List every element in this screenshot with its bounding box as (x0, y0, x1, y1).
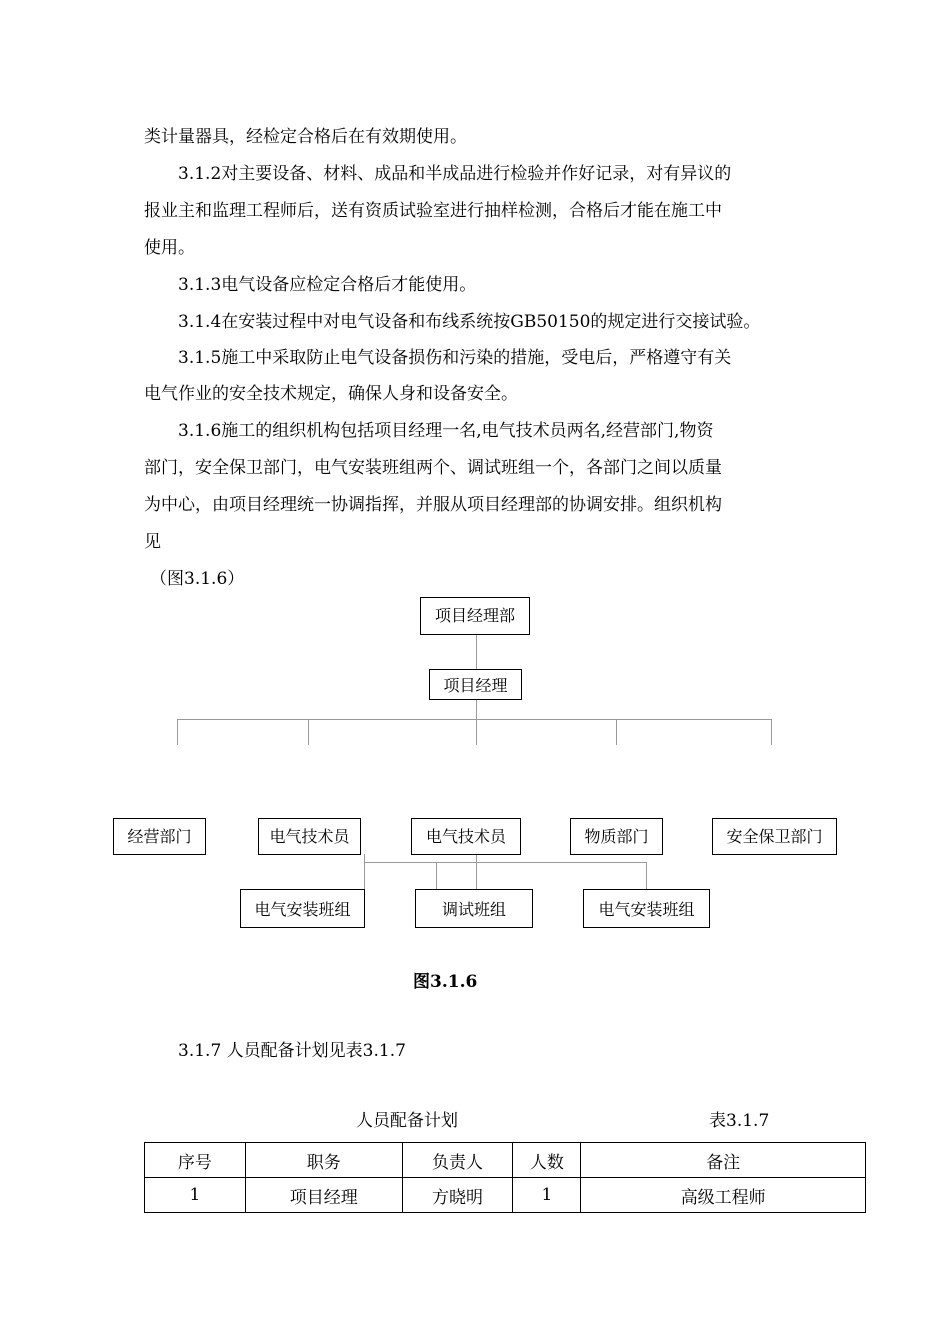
connector-line (364, 854, 365, 890)
table-cell: 方晓明 (402, 1178, 513, 1213)
text-line: 3.1.3电气设备应检定合格后才能使用。 (178, 275, 477, 295)
figure-caption: 图3.1.6 (413, 972, 478, 992)
figure-reference: （图3.1.6） (150, 569, 245, 589)
connector-line (646, 862, 647, 890)
connector-line (476, 854, 477, 890)
staffing-table (144, 1142, 866, 1213)
table-cell: 1 (513, 1178, 581, 1213)
table-header-cell: 序号 (145, 1143, 246, 1178)
org-box-department: 经营部门 (113, 818, 206, 855)
section-heading: 3.1.7 人员配备计划见表3.1.7 (178, 1041, 406, 1061)
org-box-top: 项目经理部 (420, 597, 530, 635)
table-number: 表3.1.7 (709, 1111, 770, 1131)
org-box-department: 安全保卫部门 (712, 818, 837, 855)
org-box-team: 电气安装班组 (240, 889, 365, 928)
connector-line (177, 719, 772, 720)
connector-line (476, 634, 477, 672)
table-header-row (145, 1143, 866, 1178)
text-line: 报业主和监理工程师后，送有资质试验室进行抽样检测，合格后才能在施工中 (144, 201, 722, 221)
text-line: 电气作业的安全技术规定，确保人身和设备安全。 (144, 384, 518, 404)
table-cell: 1 (145, 1178, 246, 1213)
org-box-department: 电气技术员 (258, 818, 361, 855)
text-line: 见 (144, 532, 161, 552)
connector-line (308, 719, 309, 745)
org-box-department: 物质部门 (570, 818, 663, 855)
table-header-cell: 人数 (513, 1143, 581, 1178)
org-box-manager: 项目经理 (429, 669, 522, 700)
connector-line (476, 699, 477, 745)
text-line: 3.1.5施工中采取防止电气设备损伤和污染的措施，受电后，严格遵守有关 (178, 348, 732, 368)
text-line: 3.1.6施工的组织机构包括项目经理一名,电气技术员两名,经营部门,物资 (178, 421, 714, 441)
text-line: 为中心，由项目经理统一协调指挥，并服从项目经理部的协调安排。组织机构 (144, 495, 722, 515)
org-box-team: 电气安装班组 (583, 889, 710, 928)
org-box-department: 电气技术员 (411, 818, 521, 855)
text-line: 3.1.2对主要设备、材料、成品和半成品进行检验并作好记录，对有异议的 (178, 164, 732, 184)
text-line: 3.1.4在安装过程中对电气设备和布线系统按GB50150的规定进行交接试验。 (178, 312, 761, 332)
table-header-cell: 负责人 (402, 1143, 513, 1178)
table-header-cell: 备注 (581, 1143, 866, 1178)
table-cell: 项目经理 (245, 1178, 402, 1213)
connector-line (177, 719, 178, 745)
connector-line (364, 862, 646, 863)
table-cell: 高级工程师 (581, 1178, 866, 1213)
text-line: 类计量器具，经检定合格后在有效期使用。 (144, 127, 467, 147)
org-box-team: 调试班组 (415, 889, 533, 928)
table-row (145, 1178, 866, 1213)
connector-line (436, 862, 437, 890)
text-line: 部门，安全保卫部门，电气安装班组两个、调试班组一个，各部门之间以质量 (144, 458, 722, 478)
table-header-cell: 职务 (245, 1143, 402, 1178)
table-title: 人员配备计划 (356, 1111, 458, 1131)
text-line: 使用。 (144, 238, 195, 258)
connector-line (771, 719, 772, 745)
connector-line (616, 719, 617, 745)
